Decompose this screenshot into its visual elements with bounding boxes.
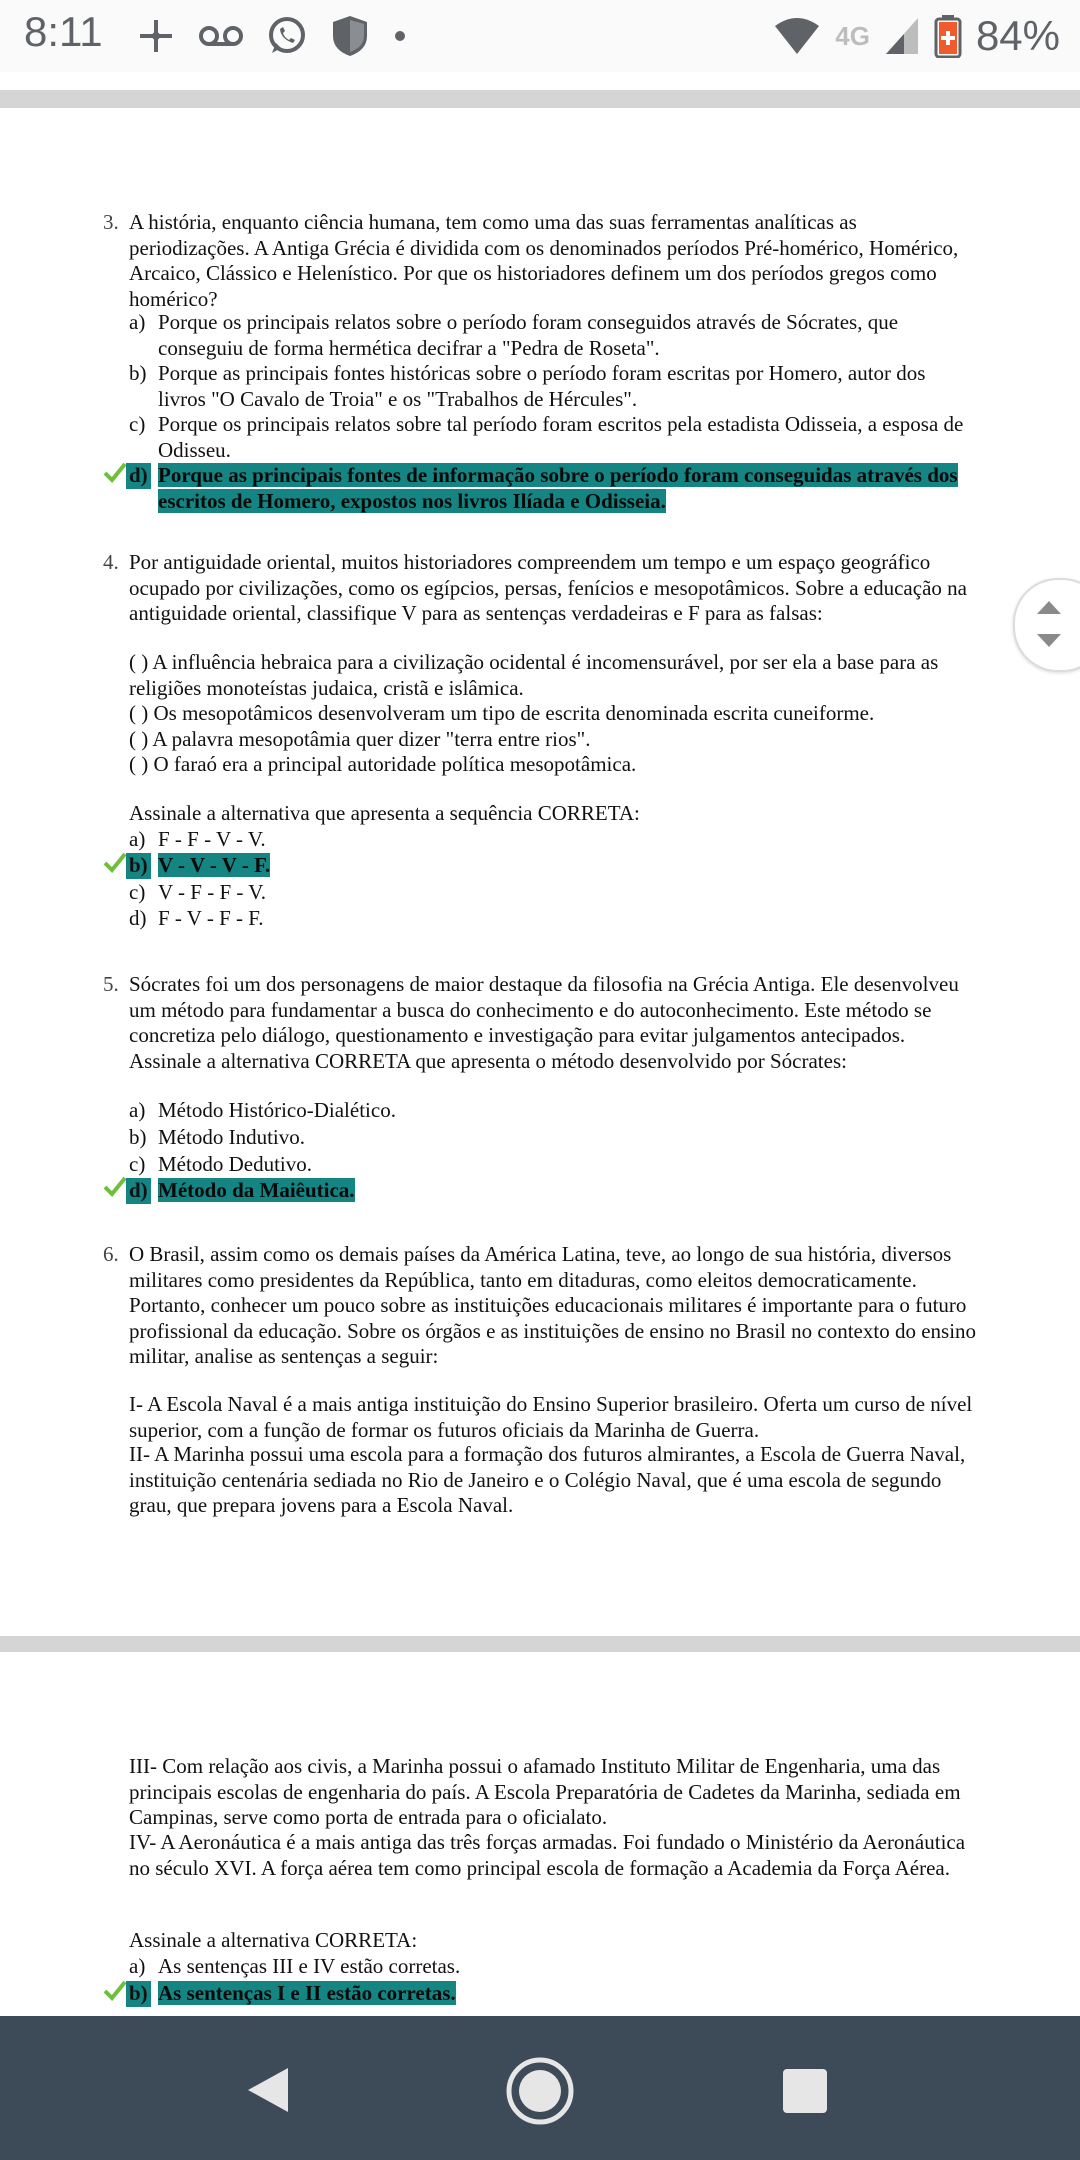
scroll-control[interactable]	[1013, 578, 1080, 672]
status-bar	[0, 0, 1080, 72]
voicemail-icon	[198, 21, 244, 51]
option-letter: d)	[129, 906, 147, 930]
scroll-down-icon[interactable]	[1035, 632, 1063, 650]
signal-icon	[884, 16, 920, 56]
statement-1: ( ) A influência hebraica para a civilização ocidental é incomensurável, por ser ela a base para as religiões monoteístas judaica, cristã e islâmica.	[129, 650, 939, 700]
wifi-icon	[773, 16, 821, 56]
battery-level: 84%	[975, 12, 1060, 59]
option-text: Método Indutivo.	[158, 1125, 305, 1149]
page-divider-top	[0, 90, 1080, 108]
option-text: V - F - F - V.	[158, 880, 266, 904]
option-text: As sentenças III e IV estão corretas.	[158, 1954, 461, 1978]
option-letter: c)	[129, 412, 146, 436]
question-number: 6.	[103, 1242, 119, 1266]
question-prompt: Assinale a alternativa que apresenta a sequência CORRETA:	[129, 801, 640, 825]
option-letter: b)	[129, 1125, 147, 1149]
option-letter: d)	[126, 463, 151, 489]
option-text: F - F - V - V.	[158, 827, 266, 851]
option-text: Método Dedutivo.	[158, 1152, 312, 1176]
option-letter: b)	[126, 1981, 151, 2007]
statement-1: I- A Escola Naval é a mais antiga instituição do Ensino Superior brasileiro. Oferta um curso de nível superior, com a função de formar os futuros oficiais da Marinha de Guerra.	[129, 1392, 973, 1442]
option-text: F - V - F - F.	[158, 906, 264, 930]
network-type: 4G	[835, 20, 870, 51]
scroll-up-icon[interactable]	[1035, 598, 1063, 616]
option-text: Método da Maiêutica.	[158, 1178, 355, 1202]
option-letter: c)	[129, 880, 146, 904]
shield-icon	[330, 14, 370, 58]
question-prompt: Assinale a alternativa CORRETA:	[129, 1928, 418, 1952]
dot-icon	[392, 28, 408, 44]
option-text: V - V - V - F.	[158, 853, 271, 877]
battery-icon	[934, 14, 962, 58]
question-text: Por antiguidade oriental, muitos historiadores compreendem um tempo e um espaço geográfico ocupado por civilizações, como os egípcios, persas, fenícios e mesopotâmicos. Sobre a educação na antiguidade oriental, classifique V para as sentenças verdadeiras e F para as falsas:	[129, 550, 967, 625]
navigation-bar	[0, 2016, 1080, 2160]
option-letter: a)	[129, 827, 146, 851]
option-letter: d)	[126, 1178, 151, 1204]
question-text: O Brasil, assim como os demais países da América Latina, teve, ao longo de sua história, diversos militares como presidentes da República, tanto em ditaduras, como eleitos democraticamente. Portanto, conhecer um pouco sobre as instituições educacionais militares é importante para o futuro profissional da educação. Sobre os órgãos e as instituições de ensino no Brasil no contexto do ensino militar, analise as sentenças a seguir:	[129, 1242, 977, 1368]
question-text: A história, enquanto ciência humana, tem como uma das suas ferramentas analíticas as periodizações. A Antiga Grécia é dividida com os denominados períodos Pré-homérico, Homérico, Arcaico, Clássico e Helenístico. Por que os historiadores definem um dos períodos gregos como homérico?	[129, 210, 959, 311]
status-time: 8:11	[24, 8, 103, 55]
option-letter: a)	[129, 1098, 146, 1122]
option-text: Método Histórico-Dialético.	[158, 1098, 396, 1122]
statement-4: ( ) O faraó era a principal autoridade política mesopotâmica.	[129, 752, 637, 776]
question-number: 5.	[103, 972, 119, 996]
correct-check-icon	[103, 851, 127, 873]
correct-check-icon	[103, 461, 127, 483]
option-letter: a)	[129, 310, 146, 334]
option-text: As sentenças I e II estão corretas.	[158, 1981, 456, 2005]
option-letter: a)	[129, 1954, 146, 1978]
option-text-wrap	[158, 463, 978, 514]
option-text-wrap	[158, 853, 978, 879]
question-number: 4.	[103, 550, 119, 574]
option-letter: b)	[129, 361, 147, 385]
statement-2: II- A Marinha possui uma escola para a formação dos futuros almirantes, a Escola de Guerra Naval, instituição centenária sediada no Rio de Janeiro e o Colégio Naval, que é uma escola de segundo grau, que prepara jovens para a Escola Naval.	[129, 1442, 966, 1517]
statement-3: III- Com relação aos civis, a Marinha possui o afamado Instituto Militar de Engenharia, uma das principais escolas de engenharia do país. A Escola Preparatória de Cadetes da Marinha, sediada em Campinas, serve como porta de entrada para o oficialato.	[129, 1754, 961, 1829]
option-text: Porque as principais fontes históricas sobre o período foram escritas por Homero, autor dos livros "O Cavalo de Troia" e os "Trabalhos de Hércules".	[158, 361, 926, 411]
option-text: Porque os principais relatos sobre tal período foram escritos pela estadista Odisseia, a esposa de Odisseu.	[158, 412, 964, 462]
back-icon[interactable]	[244, 2066, 292, 2114]
statement-2: ( ) Os mesopotâmicos desenvolveram um tipo de escrita denominada escrita cuneiforme.	[129, 701, 875, 725]
question-number: 3.	[103, 210, 119, 234]
option-text-wrap	[158, 1178, 978, 1204]
correct-check-icon	[103, 1979, 127, 2001]
statement-4: IV- A Aeronáutica é a mais antiga das três forças armadas. Foi fundado o Ministério da Aeronáutica no século XVI. A força aérea tem como principal escola de formação a Academia da Força Aérea.	[129, 1830, 966, 1880]
option-text-wrap	[158, 1981, 978, 2007]
option-text: Porque os principais relatos sobre o período foram conseguidos através de Sócrates, que conseguiu de forma hermética decifrar a "Pedra de Roseta".	[158, 310, 899, 360]
option-letter: c)	[129, 1152, 146, 1176]
correct-check-icon	[103, 1175, 127, 1197]
option-text: Porque as principais fontes de informação sobre o período foram conseguidas através dos escritos de Homero, expostos nos livros Ilíada e Odisseia.	[158, 463, 958, 513]
statement-3: ( ) A palavra mesopotâmia quer dizer "terra entre rios".	[129, 727, 591, 751]
home-icon[interactable]	[505, 2056, 575, 2126]
option-letter: b)	[126, 853, 151, 879]
recents-icon[interactable]	[782, 2068, 828, 2114]
fan-icon	[136, 16, 176, 56]
page-divider	[0, 1636, 1080, 1652]
whatsapp-icon	[266, 15, 308, 57]
question-text: Sócrates foi um dos personagens de maior destaque da filosofia na Grécia Antiga. Ele desenvolveu um método para fundamentar a busca do conhecimento e do autoconhecimento. Este método se concretiza pelo diálogo, questionamento e investigação para evitar julgamentos antecipados. Assinale a alternativa CORRETA que apresenta o método desenvolvido por Sócrates:	[129, 972, 959, 1073]
